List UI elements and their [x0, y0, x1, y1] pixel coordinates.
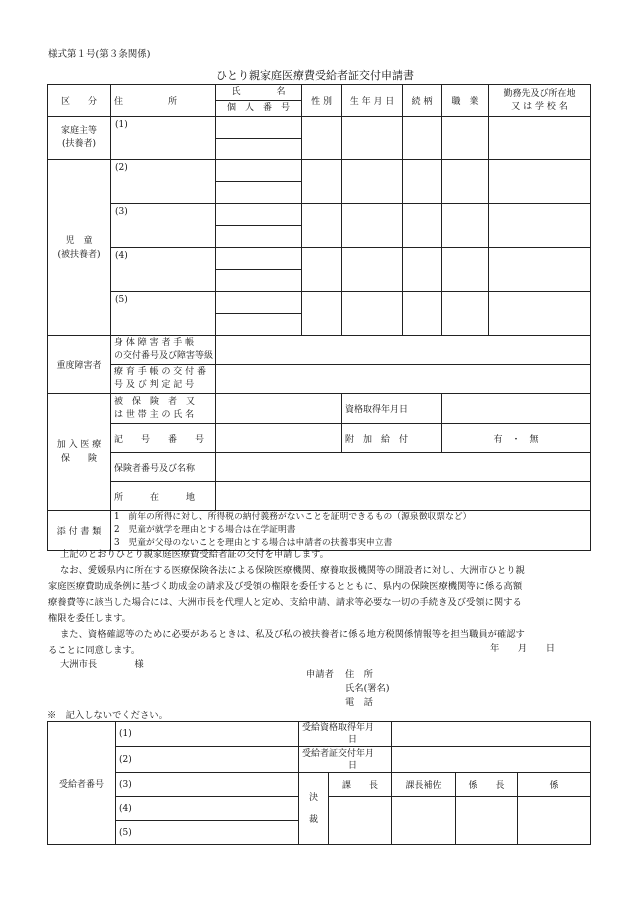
ryoiku-handbook-field[interactable] [216, 365, 591, 394]
individual-number-field[interactable] [216, 314, 301, 335]
relation-field[interactable] [403, 160, 442, 204]
statement-p3-line2: ることに同意します。 [48, 645, 141, 656]
child-name-cell[interactable] [216, 248, 302, 292]
header-name: 氏 名 [216, 85, 301, 101]
approval-label-2: 裁 [308, 814, 318, 825]
symbol-number-field[interactable] [216, 424, 342, 453]
disability-handbook-line2: の交付番号及び障害等級 [114, 351, 214, 361]
header-workplace [489, 85, 591, 117]
attachment-list [111, 511, 591, 551]
child-address[interactable] [111, 204, 216, 248]
header-sex: 性 別 [302, 85, 342, 117]
birthdate-field[interactable] [342, 248, 403, 292]
attachment-item: 2 児童が就学を理由とする場合は在学証明書 [114, 525, 296, 535]
sex-field[interactable] [302, 117, 342, 160]
statement-p1: 上記のとおりひとり親家庭医療費受給者証の交付を申請します。 [60, 549, 329, 560]
statement-p2-line4: 権限を委任します。 [48, 613, 131, 624]
recipient-number-row[interactable] [116, 722, 299, 747]
child-name-cell[interactable] [216, 204, 302, 248]
recipient-number-row[interactable] [116, 797, 299, 821]
seal-staff[interactable] [518, 797, 591, 845]
signature-date: 年 月 日 [490, 643, 556, 654]
row-label-household-head [48, 117, 111, 160]
recipient-number-row[interactable] [116, 747, 299, 773]
household-head-address[interactable] [111, 117, 216, 160]
header-workplace-line2: 又 は 学 校 名 [511, 101, 568, 112]
workplace-field[interactable] [489, 248, 591, 292]
header-name-cell [216, 85, 302, 117]
row-number: (2) [115, 163, 128, 173]
office-use-note: ※ 記入しないでください。 [47, 710, 168, 721]
seal-deputy-chief[interactable] [392, 797, 456, 845]
household-head-label: 家庭主等 [60, 126, 97, 136]
workplace-field[interactable] [489, 292, 591, 336]
row-number: (5) [115, 295, 128, 305]
issue-date-field[interactable] [392, 747, 591, 773]
acquisition-date-label: 資格取得年月日 [342, 394, 442, 424]
row-number: (2) [119, 754, 132, 765]
header-birthdate: 生 年 月 日 [342, 85, 403, 117]
individual-number-field[interactable] [216, 270, 301, 291]
recipient-number-label: 受給者番号 [48, 722, 116, 845]
seal-subsection-chief[interactable] [456, 797, 518, 845]
eligibility-date-line2: 日 [348, 735, 358, 745]
relation-field[interactable] [403, 292, 442, 336]
insurer-location-label: 所 在 地 [111, 482, 216, 511]
attachment-item: 1 前年の所得に対し、所得税の納付義務がないことを証明できるもの（源泉徴収票など） [114, 512, 472, 522]
disability-handbook-label [111, 336, 216, 365]
application-table [47, 84, 591, 551]
ryoiku-handbook-label [111, 365, 216, 394]
attachment-item: 3 児童が父母のないことを理由とする場合は申請者の扶養事実申立書 [114, 538, 393, 548]
name-field[interactable] [216, 117, 301, 139]
children-sub: (被扶養者) [57, 249, 101, 260]
row-number: (5) [119, 827, 132, 838]
relation-field[interactable] [403, 248, 442, 292]
approval-label [299, 773, 329, 845]
child-name-cell[interactable] [216, 160, 302, 204]
sex-field[interactable] [302, 160, 342, 204]
eligibility-date-line1: 受給資格取得年月 [302, 723, 375, 733]
individual-number-field[interactable] [216, 139, 301, 159]
recipient-number-row[interactable] [116, 821, 299, 845]
eligibility-date-field[interactable] [392, 722, 591, 747]
issue-date-label [299, 747, 392, 773]
child-address[interactable] [111, 160, 216, 204]
workplace-field[interactable] [489, 117, 591, 160]
row-label-insurance [48, 394, 111, 511]
row-number: (3) [119, 779, 132, 790]
sex-field[interactable] [302, 292, 342, 336]
occupation-field[interactable] [442, 204, 489, 248]
header-address: 住 所 [111, 85, 216, 117]
seal-section-chief[interactable] [329, 797, 392, 845]
child-address[interactable] [111, 292, 216, 336]
header-kubun: 区 分 [48, 85, 111, 117]
row-number: (4) [119, 803, 132, 814]
approver-staff: 係 [518, 773, 591, 797]
name-field[interactable] [216, 204, 301, 226]
header-individual-number: 個 人 番 号 [227, 103, 291, 113]
acquisition-date-field[interactable] [442, 394, 591, 424]
insurance-label-line1: 加 入 医 療 [56, 440, 102, 450]
birthdate-field[interactable] [342, 292, 403, 336]
additional-benefit-label: 附 加 給 付 [342, 424, 442, 453]
statement-p2-line3: 療養費等に該当した場合には、大洲市長を代理人と定め、支給申請、請求等必要な一切の手続き及び受領に関する [48, 597, 522, 608]
relation-field[interactable] [403, 117, 442, 160]
approval-label-1: 決 [308, 792, 318, 803]
insurer-location-field[interactable] [216, 482, 591, 511]
sex-field[interactable] [302, 248, 342, 292]
household-head-sub: (扶養者) [61, 139, 97, 149]
statement-p2-line1: なお、愛媛県内に所在する医療保険各法による保険医療機関、療養取扱機関等の開設者に対し、大洲市ひとり親 [60, 565, 525, 576]
birthdate-field[interactable] [342, 160, 403, 204]
header-relation: 続 柄 [403, 85, 442, 117]
applicant-name-label: 氏名(署名) [345, 683, 390, 694]
child-address[interactable] [111, 248, 216, 292]
addressee: 大洲市長 様 [60, 659, 144, 670]
workplace-field[interactable] [489, 204, 591, 248]
statement-p3-line1: また、資格確認等のために必要があるときは、私及び私の被扶養者に係る地方税関係情報等を担当職員が確認す [60, 629, 525, 640]
household-head-name-cell[interactable] [216, 117, 302, 160]
occupation-field[interactable] [442, 117, 489, 160]
form-title: ひとり親家庭医療費受給者証交付申請書 [216, 69, 414, 82]
child-name-cell[interactable] [216, 292, 302, 336]
occupation-field[interactable] [442, 292, 489, 336]
birthdate-field[interactable] [342, 204, 403, 248]
issue-date-line2: 日 [348, 760, 358, 771]
disability-handbook-line1: 身 体 障 害 者 手 帳 [114, 338, 195, 348]
issue-date-line1: 受給者証交付年月 [302, 748, 375, 759]
ryoiku-handbook-line2: 号 及 び 判 定 記 号 [114, 380, 195, 390]
row-label-severe-disability: 重度障害者 [48, 336, 111, 394]
form-number: 様式第１号(第３条関係) [48, 49, 151, 60]
disability-handbook-field[interactable] [216, 336, 591, 365]
applicant-address-label: 住 所 [345, 669, 373, 680]
header-occupation: 職 業 [442, 85, 489, 117]
header-workplace-line1: 勤務先及び所在地 [503, 88, 576, 99]
applicant-phone-label: 電 話 [345, 697, 373, 708]
individual-number-field[interactable] [216, 226, 301, 247]
insured-name-label [111, 394, 216, 424]
occupation-field[interactable] [442, 160, 489, 204]
sex-field[interactable] [302, 204, 342, 248]
insured-name-line2: は 世 帯 主 の 氏 名 [114, 409, 195, 420]
row-number: (3) [115, 207, 128, 217]
row-label-attachments: 添 付 書 類 [48, 511, 111, 551]
approver-subsection-chief: 係 長 [456, 773, 518, 797]
birthdate-field[interactable] [342, 117, 403, 160]
insurance-label-line2: 保 険 [60, 454, 97, 464]
name-field[interactable] [216, 292, 301, 314]
recipient-number-row[interactable] [116, 773, 299, 797]
row-number: (1) [119, 729, 132, 739]
row-number: (4) [115, 251, 128, 261]
approver-section-chief: 課 長 [329, 773, 392, 797]
name-field[interactable] [216, 248, 301, 270]
insurer-label: 保険者番号及び名称 [111, 453, 216, 482]
ryoiku-handbook-line1: 療 育 手 帳 の 交 付 番 [114, 367, 207, 377]
children-label: 児 童 [65, 235, 93, 246]
row-label-children [48, 160, 111, 336]
row-number: (1) [115, 120, 128, 130]
approver-deputy-chief: 課長補佐 [392, 773, 456, 797]
occupation-field[interactable] [442, 248, 489, 292]
relation-field[interactable] [403, 204, 442, 248]
symbol-number-label: 記 号 番 号 [111, 424, 216, 453]
additional-benefit-choice[interactable]: 有 ・ 無 [442, 424, 591, 453]
insurer-field[interactable] [216, 453, 591, 482]
office-use-table [47, 721, 591, 845]
workplace-field[interactable] [489, 160, 591, 204]
insured-name-field[interactable] [216, 394, 342, 424]
applicant-label: 申請者 [306, 669, 334, 680]
individual-number-field[interactable] [216, 182, 301, 203]
eligibility-date-label [299, 722, 392, 747]
insured-name-line1: 被 保 険 者 又 [114, 396, 196, 407]
statement-p2-line2: 家庭医療費助成条例に基づく助成金の請求及び受領の権限を委任するとともに、県内の保険医療機関等に係る高額 [48, 581, 523, 592]
name-field[interactable] [216, 160, 301, 182]
